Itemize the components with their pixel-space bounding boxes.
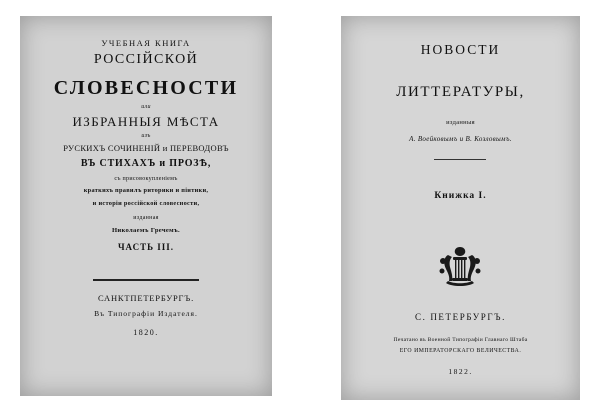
- left-line-16: Въ Типографіи Издателя.: [94, 309, 198, 318]
- right-line-4: А. Воейковымъ и В. Козловымъ.: [409, 135, 512, 143]
- left-line-3: СЛОВЕСНОСТИ: [53, 77, 239, 99]
- right-line-5: Книжка I.: [434, 191, 487, 201]
- left-divider-rule: [93, 279, 199, 281]
- left-line-10: краткихъ правилъ риторики и піитики,: [83, 187, 209, 194]
- right-line-3: изданныя: [446, 119, 475, 126]
- left-line-2: РОССІЙСКОЙ: [93, 52, 199, 67]
- left-line-14: ЧАСТЬ III.: [117, 242, 175, 252]
- right-title-page: [341, 16, 580, 400]
- left-line-17: 1820.: [133, 328, 159, 337]
- left-line-9: съ присовокупленіемъ: [114, 176, 178, 182]
- right-line-7: Печатано въ Военной Типографіи Главнаго Штаба: [393, 337, 528, 343]
- lyre-emblem-icon: [436, 241, 484, 289]
- left-line-1: УЧЕБНАЯ КНИГА: [101, 38, 191, 48]
- right-line-6: С. ПЕТЕРБУРГЪ.: [415, 312, 506, 322]
- right-line-2: ЛИТТЕРАТУРЫ,: [396, 84, 525, 100]
- left-line-7: РУСКИХЪ СОЧИНЕНІЙ и ПЕРЕВОДОВЪ: [63, 143, 229, 153]
- right-short-rule: [434, 159, 486, 160]
- right-line-1: НОВОСТИ: [420, 42, 501, 57]
- right-line-8: ЕГО ИМПЕРАТОРСКАГО ВЕЛИЧЕСТВА.: [399, 348, 522, 354]
- left-line-5: ИЗБРАННЫЯ МѢСТА: [72, 114, 220, 129]
- left-title-page: [20, 16, 272, 396]
- left-line-15: САНКТПЕТЕРБУРГЪ.: [98, 293, 194, 303]
- left-line-8: ВЪ СТИХАХЪ и ПРОЗѢ,: [80, 158, 212, 169]
- left-line-4: или: [141, 104, 151, 110]
- left-line-12: изданная: [133, 215, 159, 221]
- left-line-13: Николаемъ Гречемъ.: [112, 227, 180, 234]
- left-line-6: изъ: [141, 133, 151, 139]
- left-line-11: и исторіи россійской словесности,: [92, 200, 200, 207]
- right-line-9: 1822.: [448, 367, 473, 376]
